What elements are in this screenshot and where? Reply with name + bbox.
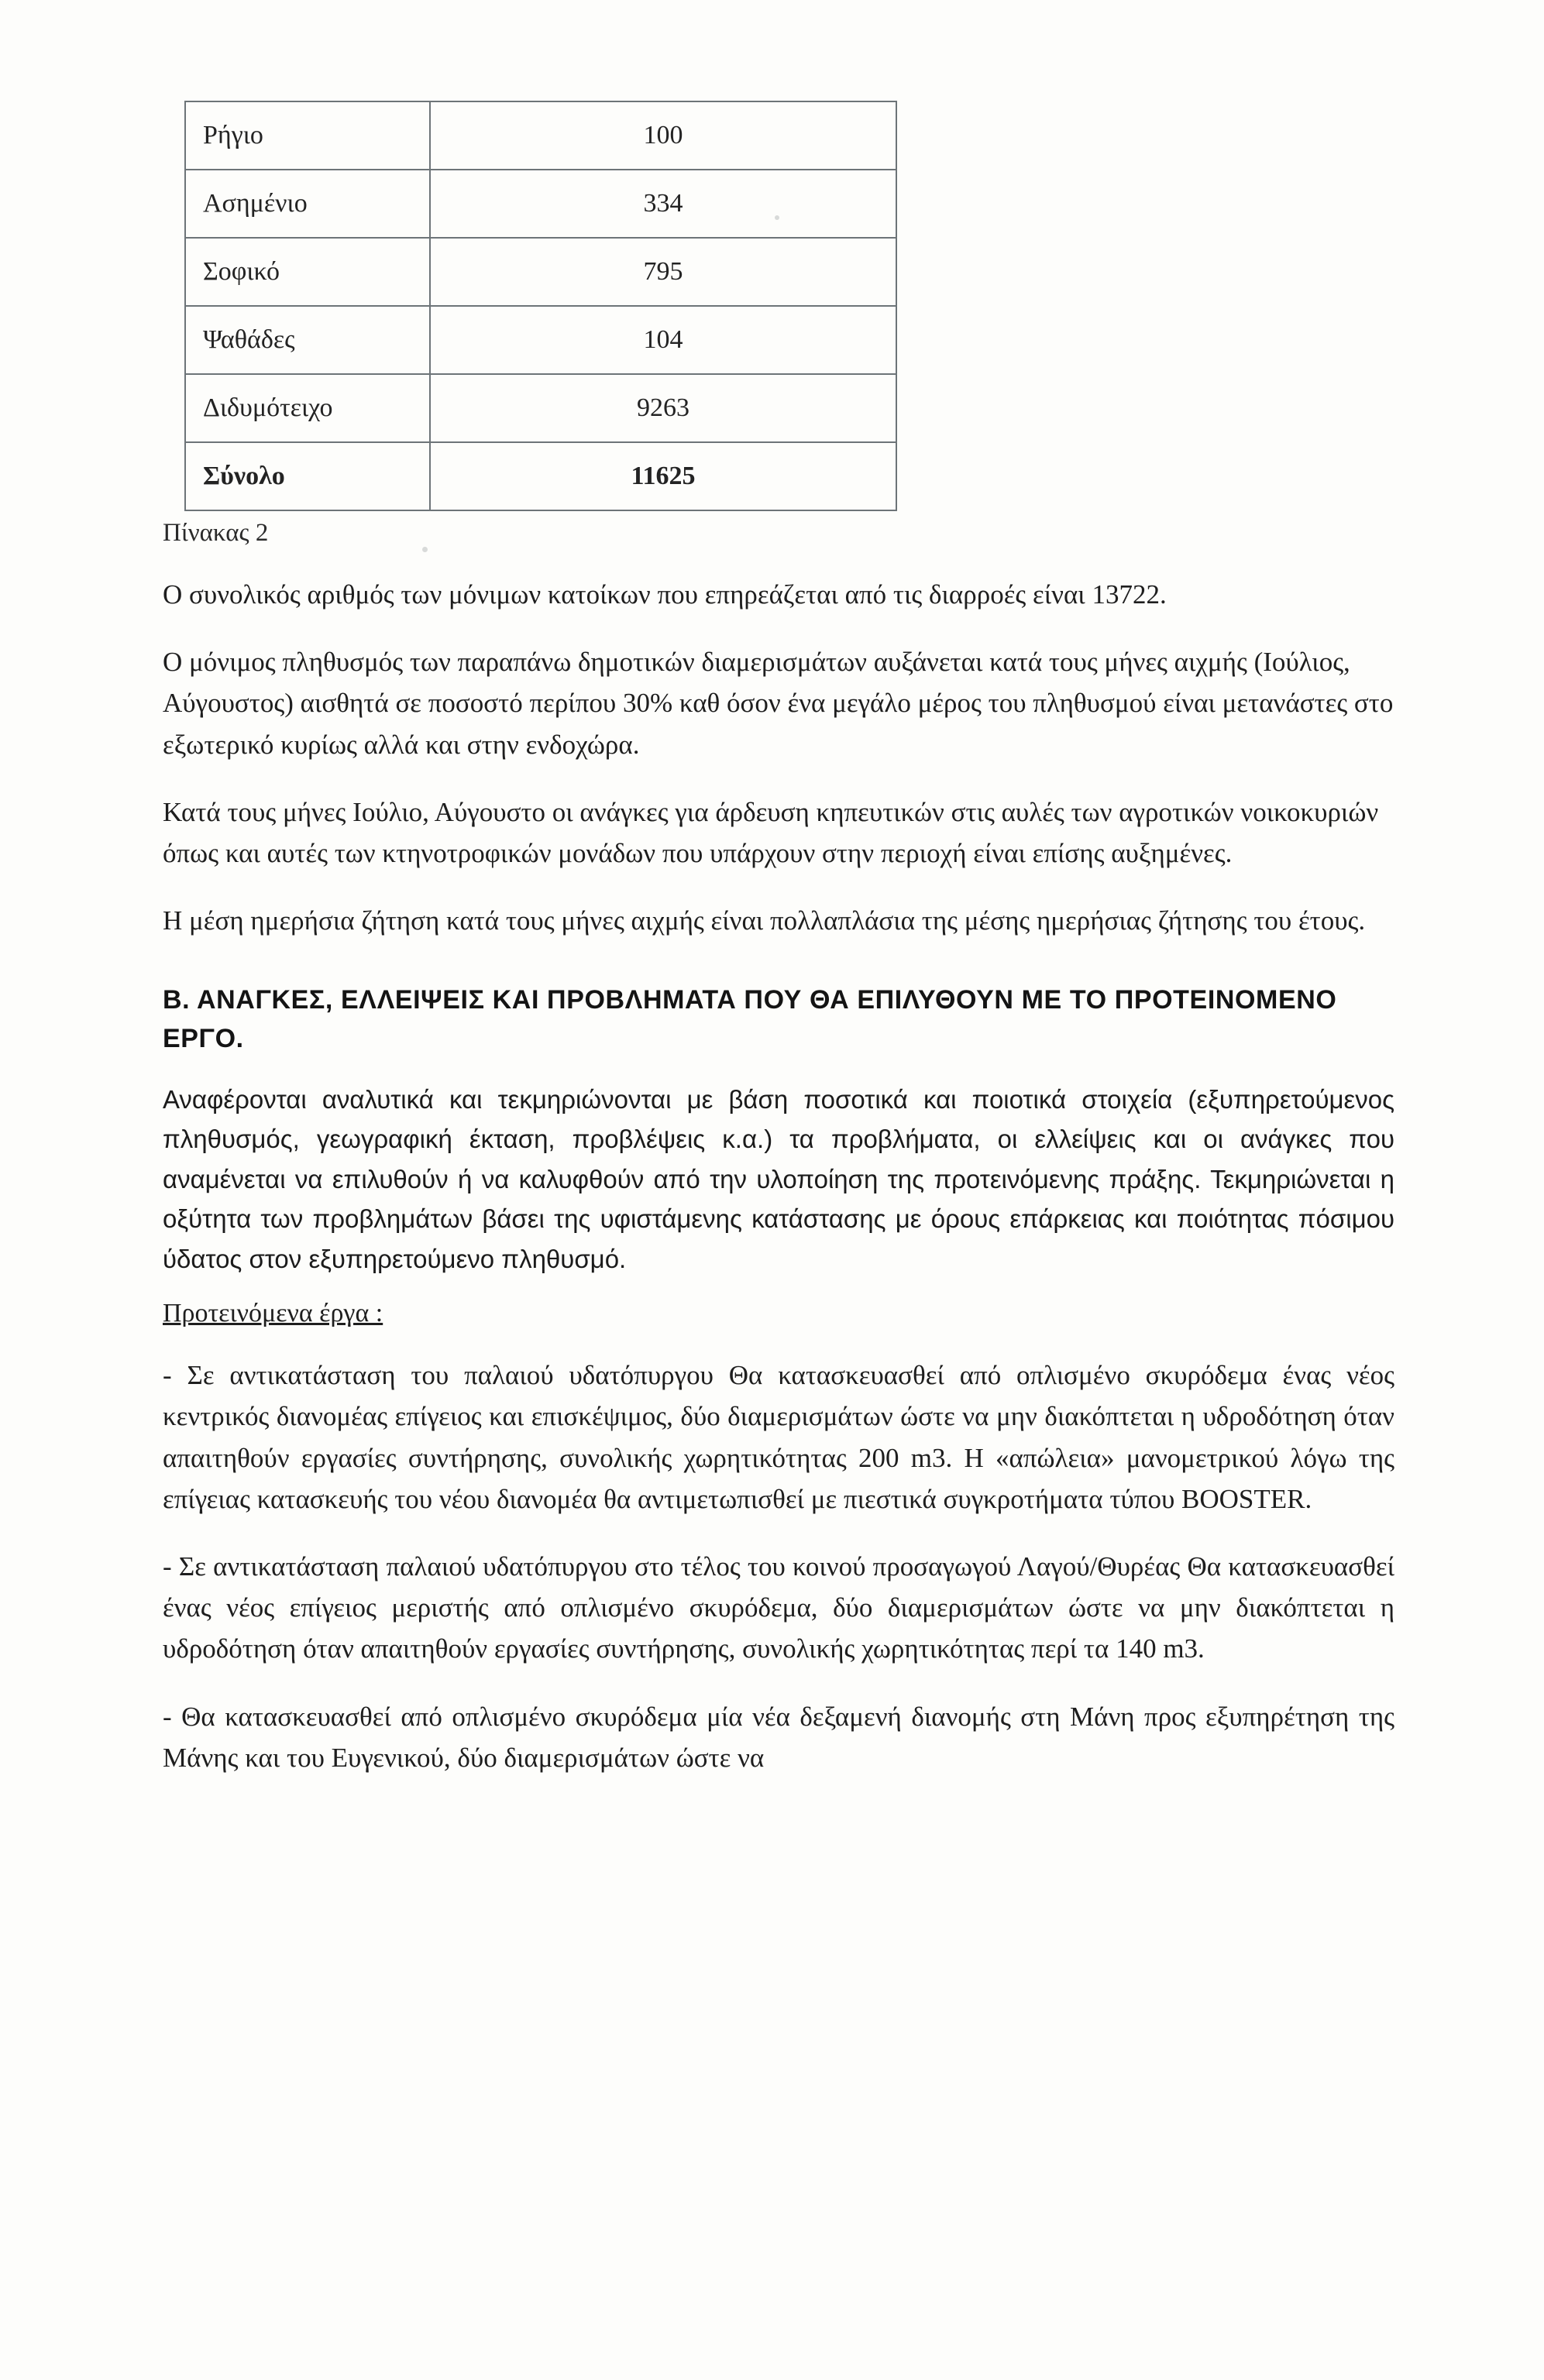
table-caption: Πίνακας 2 [163, 519, 269, 547]
project-item-2: - Σε αντικατάσταση παλαιού υδατόπυργου στο τέλος του κοινού προσαγωγού Λαγού/Θυρέας Θα κατασκευασθεί ένας νέος επίγειος μεριστής από οπλισμένο σκυρόδεμα, δύο διαμερισμάτων ώστε να μην διακόπτεται η υδροδότηση όταν απαιτηθούν εργασίες συντήρησης, συνολικής χωρητικότητας περί τα 140 m3. [163, 1551, 1394, 1664]
table-cell-value: 795 [430, 238, 896, 306]
section-b-heading: Β. ΑΝΑΓΚΕΣ, ΕΛΛΕΙΨΕΙΣ ΚΑΙ ΠΡΟΒΛΗΜΑΤΑ ΠΟΥ ΘΑ ΕΠΙΛΥΘΟΥΝ ΜΕ ΤΟ ΠΡΟΤΕΙΝΟΜΕΝΟ ΕΡΓΟ. [163, 985, 1337, 1053]
proposed-projects-label: Προτεινόμενα έργα : [163, 1299, 383, 1328]
project-item-1: - Σε αντικατάσταση του παλαιού υδατόπυργου Θα κατασκευασθεί από οπλισμένο σκυρόδεμα ένας νέος κεντρικός διανομέας επίγειος και επισκέψιμος, δύο διαμερισμάτων ώστε να μην διακόπτεται η υδροδότηση όταν απαιτηθούν εργασίες συντήρησης, συνολικής χωρητικότητας 200 m3. Η «απώλεια» μανομετρικού λόγω της επίγειας κατασκευής του νέου διανομέα θα αντιμετωπισθεί με πιεστικά συγκροτήματα τύπου BOOSTER. [163, 1360, 1394, 1514]
table-cell-value: 100 [430, 101, 896, 170]
project-item-3: - Θα κατασκευασθεί από οπλισμένο σκυρόδεμα μία νέα δεξαμενή διανομής στη Μάνη προς εξυπηρέτηση της Μάνης και του Ευγενικού, δύο διαμερισμάτων ώστε να [163, 1701, 1394, 1773]
paragraph-irrigation-needs: Κατά τους μήνες Ιούλιο, Αύγουστο οι ανάγκες για άρδευση κηπευτικών στις αυλές των αγροτικών νοικοκυριών όπως και αυτές των κτηνοτροφικών μονάδων που υπάρχουν στην περιοχή είναι επίσης αυξημένες. [163, 796, 1379, 868]
table-cell-name: Διδυμότειχο [185, 374, 430, 442]
table-row [185, 374, 896, 442]
section-b-body: Αναφέρονται αναλυτικά και τεκμηριώνονται με βάση ποσοτικά και ποιοτικά στοιχεία (εξυπηρετούμενος πληθυσμός, γεωγραφική έκταση, προβλέψεις κ.α.) τα προβλήματα, οι ελλείψεις και οι ανάγκες που αναμένεται να επιλυθούν ή να καλυφθούν από την υλοποίηση της προτεινόμενης πράξης. Τεκμηριώνεται η οξύτητα των προβλημάτων βάσει της υφιστάμενης κατάστασης με όρους επάρκειας και ποιότητας πόσιμου ύδατος στον εξυπηρετούμενο πληθυσμό. [163, 1084, 1394, 1273]
table-cell-name: Ασημένιο [185, 170, 430, 238]
table-cell-name: Σύνολο [185, 442, 430, 510]
document-content [155, 101, 1394, 1778]
table-cell-name: Ψαθάδες [185, 306, 430, 374]
table-row [185, 170, 896, 238]
paragraph-seasonal-population: Ο μόνιμος πληθυσμός των παραπάνω δημοτικών διαμερισμάτων αυξάνεται κατά τους μήνες αιχμής (Ιούλιος, Αύγουστος) αισθητά σε ποσοστό περίπου 30% καθ όσον ένα μεγάλο μέρος του πληθυσμού είναι μετανάστες στο εξωτερικό κυρίως αλλά και στην ενδοχώρα. [163, 647, 1394, 760]
table-cell-name: Ρήγιο [185, 101, 430, 170]
table-row-total [185, 442, 896, 510]
table-cell-value: 104 [430, 306, 896, 374]
paragraph-peak-demand: Η μέση ημερήσια ζήτηση κατά τους μήνες αιχμής είναι πολλαπλάσια της μέσης ημερήσιας ζήτησης του έτους. [163, 905, 1366, 936]
table-row [185, 238, 896, 306]
table-cell-name: Σοφικό [185, 238, 430, 306]
population-table [184, 101, 897, 511]
table-row [185, 101, 896, 170]
paragraph-total-residents: Ο συνολικός αριθμός των μόνιμων κατοίκων που επηρεάζεται από τις διαρροές είναι 13722. [163, 579, 1167, 610]
table-row [185, 306, 896, 374]
table-cell-value: 11625 [430, 442, 896, 510]
table-cell-value: 9263 [430, 374, 896, 442]
table-cell-value: 334 [430, 170, 896, 238]
